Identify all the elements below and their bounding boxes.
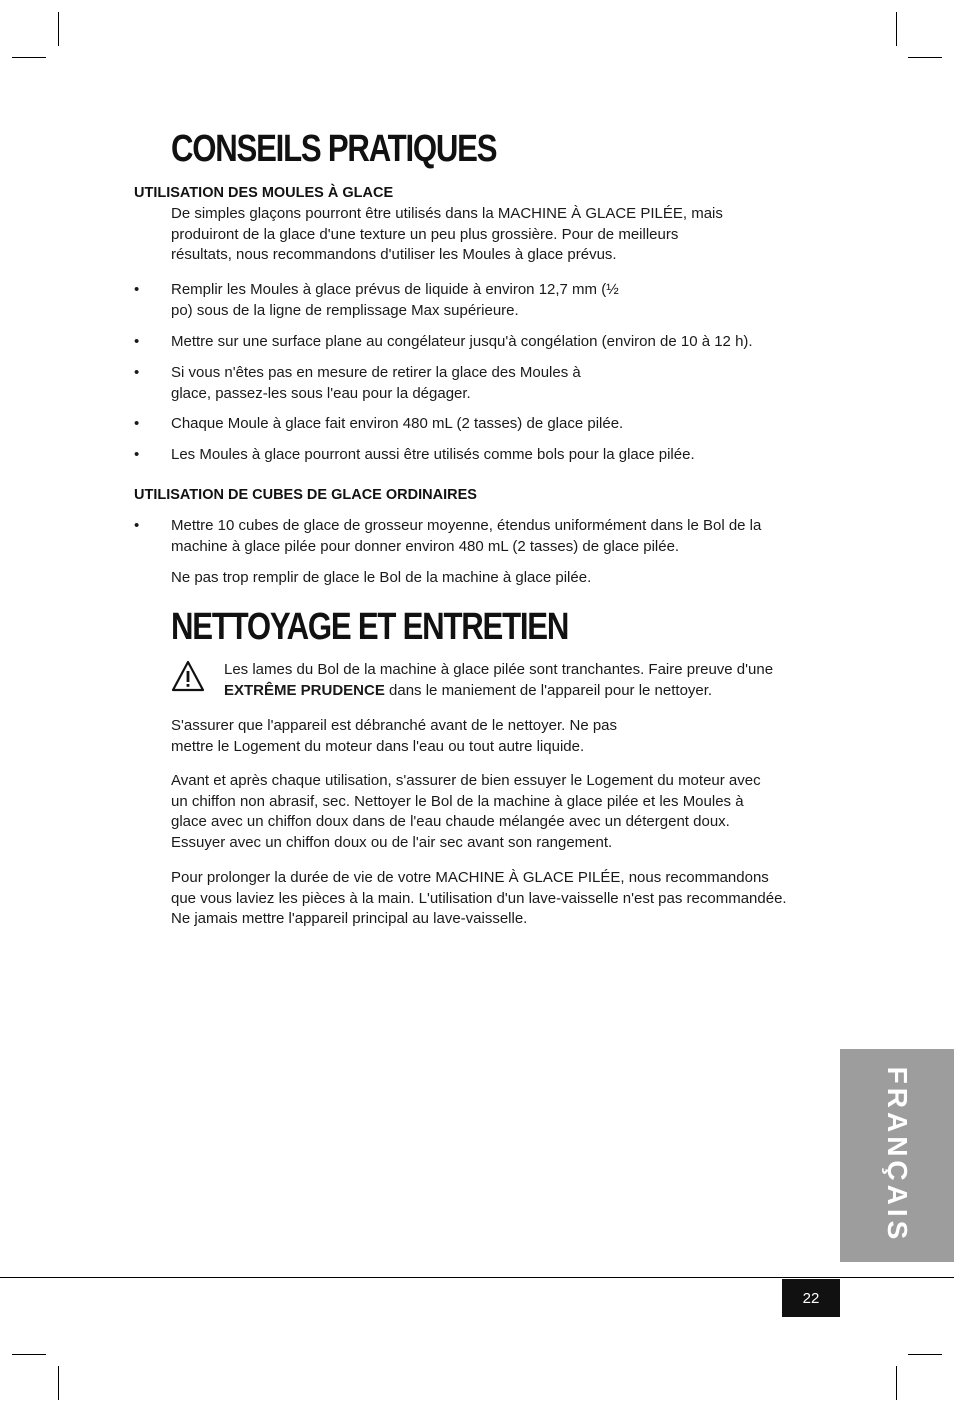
list-item-text: Mettre 10 cubes de glace de grosseur moyenne, étendus uniformément dans le Bol de la machine à glace pilée pour donner environ 480 mL (2 tasses) de glace pilée. bbox=[171, 517, 762, 555]
intro-molds: De simples glaçons pourront être utilisés dans la MACHINE À GLACE PILÉE, mais produiront de la glace d'une texture un peu plus grossière. Pour de meilleurs résultats, nous recommandons d'utiliser les Moules à glace prévus. bbox=[171, 205, 723, 263]
list-item-text: Remplir les Moules à glace prévus de liquide à environ 12,7 mm (½ po) sous de la ligne de remplissage Max supérieure. bbox=[171, 281, 619, 319]
crop-mark bbox=[908, 1354, 942, 1355]
bullet-marker: • bbox=[134, 446, 140, 463]
page-title-tips: CONSEILS PRATIQUES bbox=[171, 128, 497, 170]
crop-mark bbox=[12, 1354, 46, 1355]
language-tab bbox=[840, 1049, 954, 1262]
page-title-cleaning: NETTOYAGE ET ENTRETIEN bbox=[171, 606, 569, 648]
crop-mark bbox=[896, 12, 897, 46]
cleaning-paragraph: Avant et après chaque utilisation, s'assurer de bien essuyer le Logement du moteur avec un chiffon non abrasif, sec. Nettoyer le Bol de la machine à glace pilée et les Moules à glace avec un chiffon doux dans de l'eau chaude mélangée avec un détergent doux. Essuyer avec un chiffon doux ou de l'air sec avant son rangement. bbox=[171, 772, 761, 851]
cleaning-paragraph: Pour prolonger la durée de vie de votre MACHINE À GLACE PILÉE, nous recommandons que vous laviez les pièces à la main. L'utilisation d'un lave-vaisselle n'est pas recommandée. Ne jamais mettre l'appareil principal au lave-vaisselle. bbox=[171, 869, 787, 927]
page-number: 22 bbox=[782, 1279, 840, 1317]
bullet-marker: • bbox=[134, 517, 140, 534]
bullet-marker: • bbox=[134, 281, 140, 298]
language-label: FRANÇAIS bbox=[882, 1066, 913, 1244]
bullet-marker: • bbox=[134, 364, 140, 381]
crop-mark bbox=[58, 12, 59, 46]
list-item-text: Les Moules à glace pourront aussi être utilisés comme bols pour la glace pilée. bbox=[171, 446, 695, 463]
footer-rule bbox=[0, 1277, 954, 1278]
bullet-marker: • bbox=[134, 415, 140, 432]
crop-mark bbox=[58, 1366, 59, 1400]
warning-text-part: dans le maniement de l'appareil pour le nettoyer. bbox=[384, 681, 713, 699]
warning-text-part: Les lames du Bol de la machine à glace pilée sont tranchantes. Faire preuve d'une bbox=[224, 661, 774, 678]
note-cubes: Ne pas trop remplir de glace le Bol de la machine à glace pilée. bbox=[171, 569, 592, 586]
heading-molds: UTILISATION DES MOULES À GLACE bbox=[134, 185, 394, 201]
crop-mark bbox=[12, 57, 46, 58]
warning-triangle-icon bbox=[171, 660, 205, 692]
warning-emphasis: EXTRÊME PRUDENCE bbox=[224, 681, 385, 699]
list-item-text: Si vous n'êtes pas en mesure de retirer la glace des Moules à glace, passez-les sous l'eau pour la dégager. bbox=[171, 364, 581, 402]
list-item-text: Mettre sur une surface plane au congélateur jusqu'à congélation (environ de 10 à 12 h). bbox=[171, 333, 753, 350]
cleaning-paragraph: S'assurer que l'appareil est débranché avant de le nettoyer. Ne pas mettre le Logement du moteur dans l'eau ou tout autre liquide. bbox=[171, 717, 618, 755]
bullet-marker: • bbox=[134, 333, 140, 350]
crop-mark bbox=[896, 1366, 897, 1400]
crop-mark bbox=[908, 57, 942, 58]
heading-cubes: UTILISATION DE CUBES DE GLACE ORDINAIRES bbox=[134, 487, 477, 503]
list-item-text: Chaque Moule à glace fait environ 480 mL (2 tasses) de glace pilée. bbox=[171, 415, 624, 432]
warning-text bbox=[224, 660, 814, 701]
